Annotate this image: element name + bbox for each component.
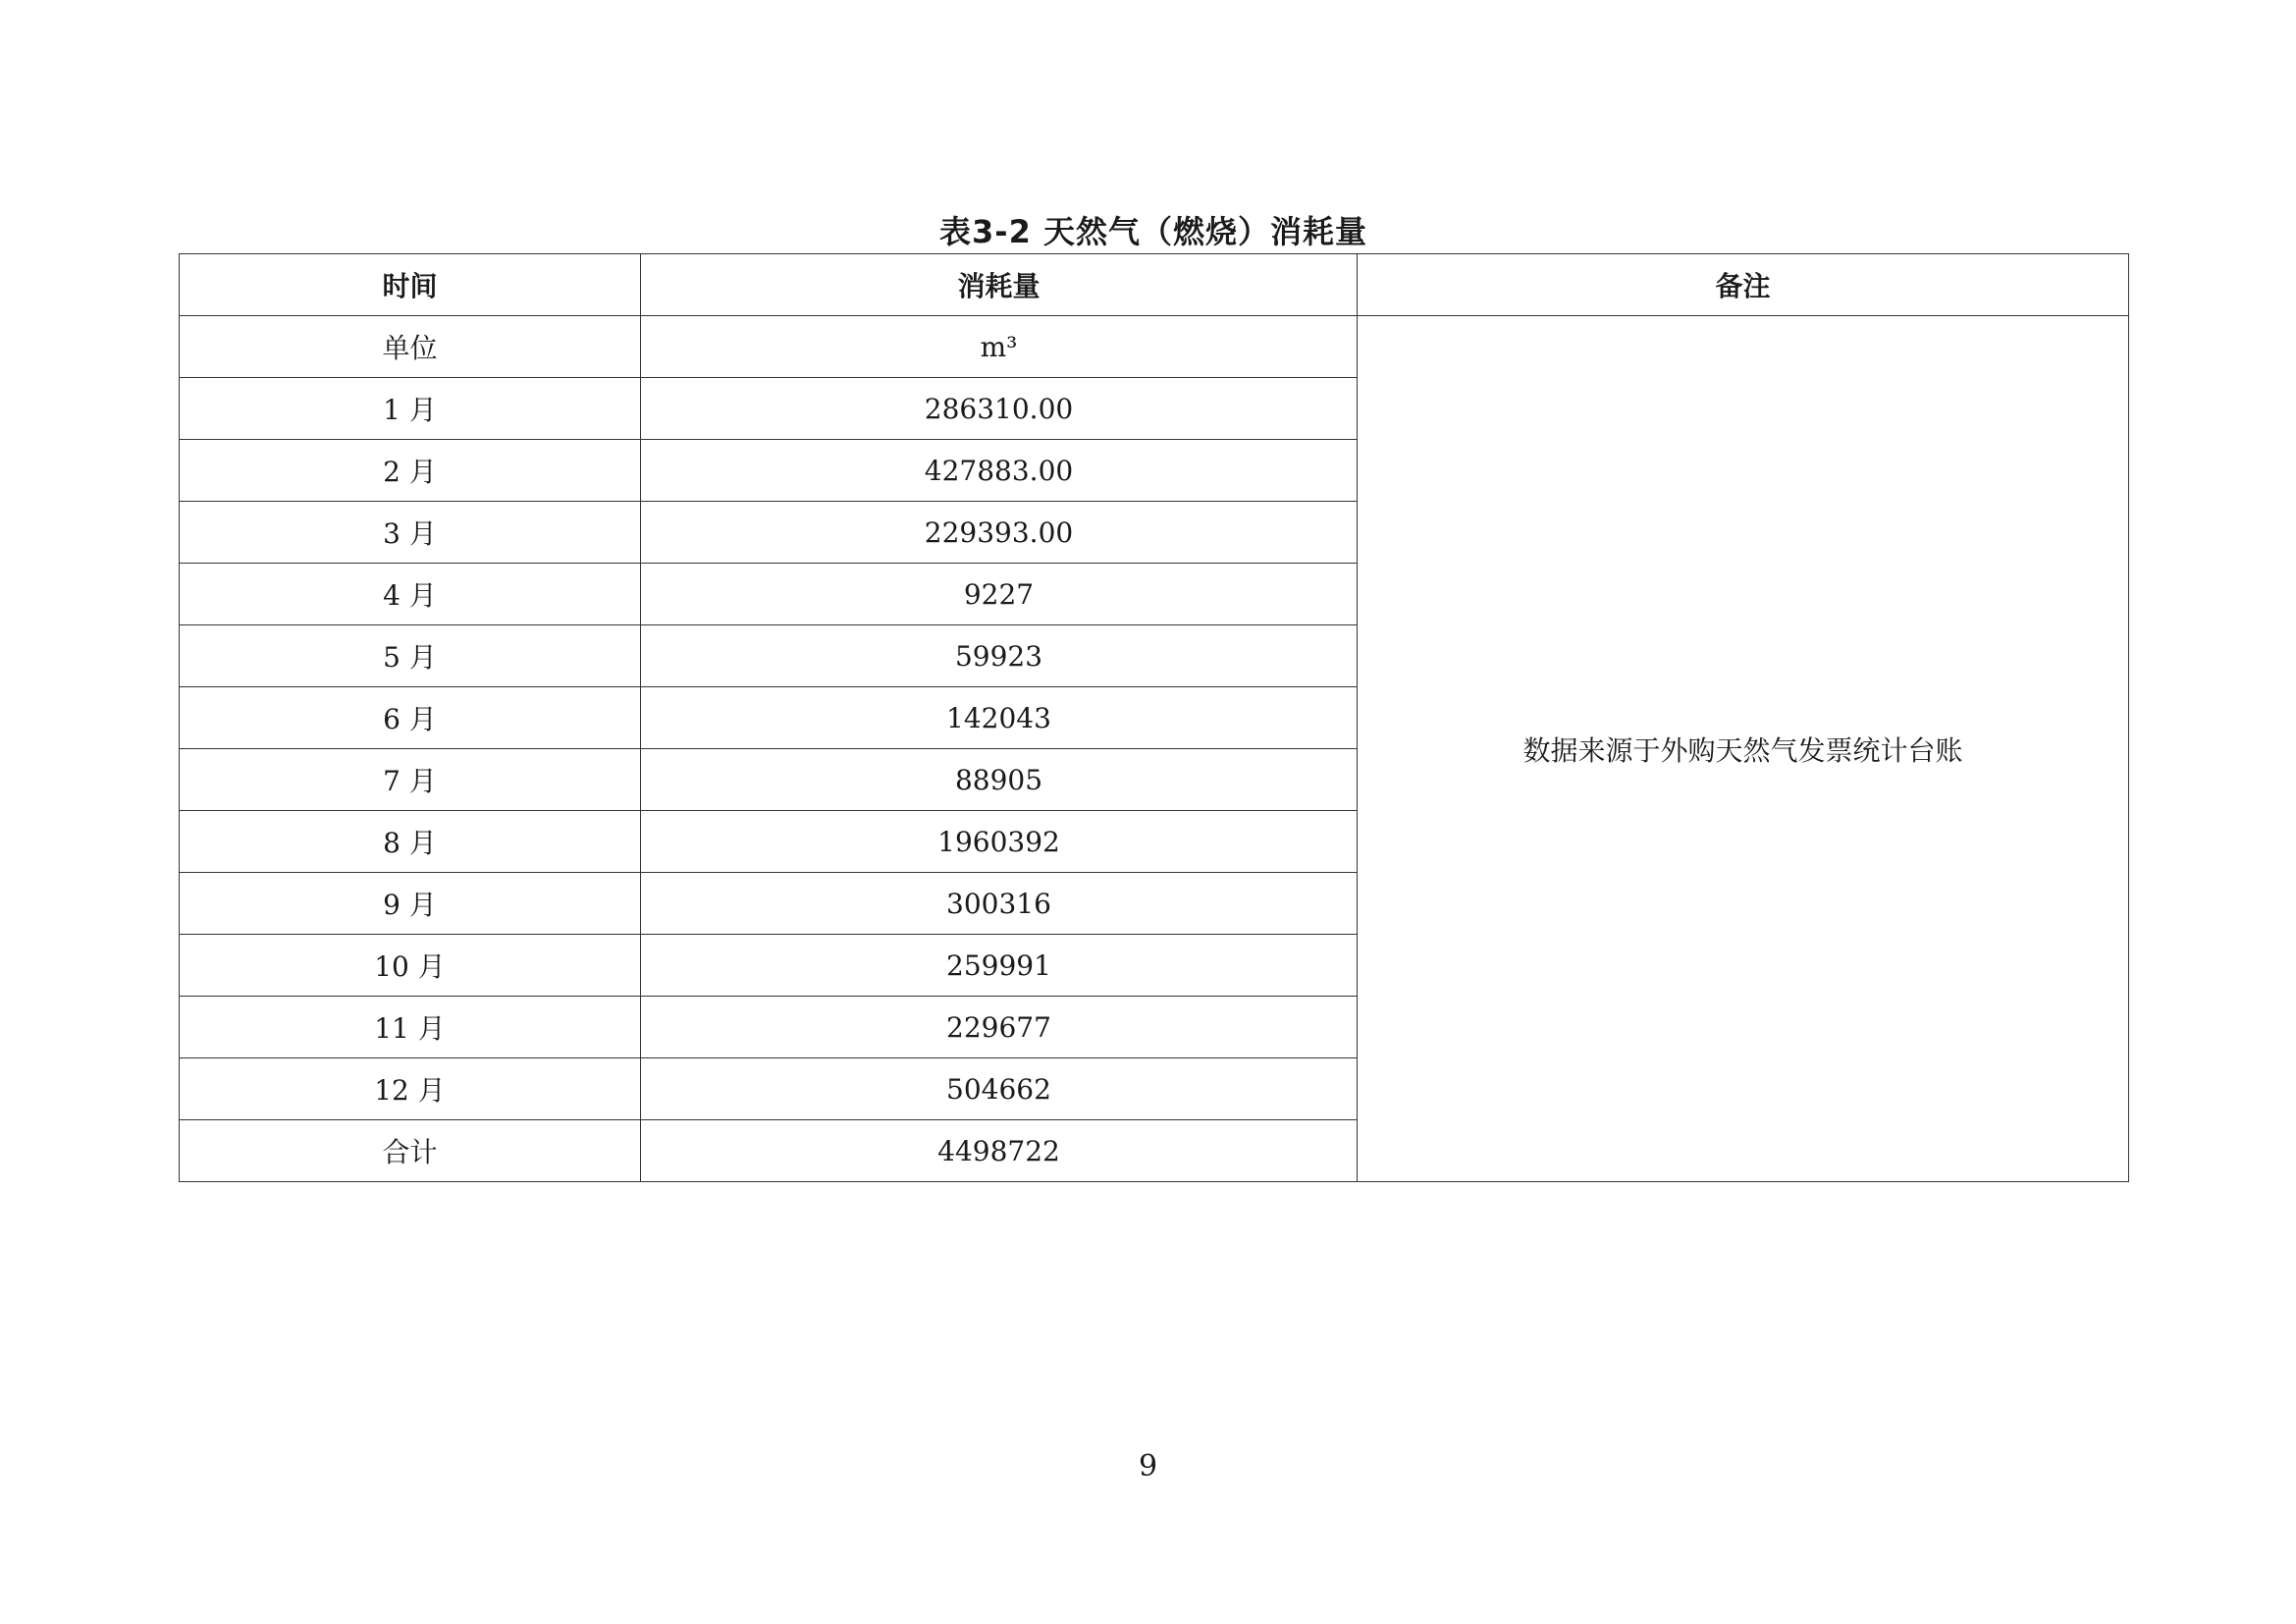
value-cell: 286310.00 <box>641 378 1358 440</box>
period-cell: 11 月 <box>180 997 641 1058</box>
value-cell: 229677 <box>641 997 1358 1058</box>
header-remark: 备注 <box>1358 254 2129 316</box>
period-cell: 3 月 <box>180 502 641 564</box>
period-cell: 8 月 <box>180 811 641 873</box>
value-cell: 1960392 <box>641 811 1358 873</box>
period-cell: 7 月 <box>180 749 641 811</box>
period-cell: 4 月 <box>180 564 641 625</box>
table-row <box>180 316 2129 378</box>
period-cell: 6 月 <box>180 687 641 749</box>
period-cell: 单位 <box>180 316 641 378</box>
period-cell: 10 月 <box>180 935 641 997</box>
period-cell: 2 月 <box>180 440 641 502</box>
value-cell: 88905 <box>641 749 1358 811</box>
value-cell: 229393.00 <box>641 502 1358 564</box>
value-cell: 259991 <box>641 935 1358 997</box>
table-header-row <box>180 254 2129 316</box>
period-cell: 1 月 <box>180 378 641 440</box>
value-cell: 142043 <box>641 687 1358 749</box>
remark-cell: 数据来源于外购天然气发票统计台账 <box>1358 316 2129 1182</box>
table-caption: 表3-2 天然气（燃烧）消耗量 <box>939 213 1367 250</box>
value-cell: 300316 <box>641 873 1358 935</box>
value-cell: 9227 <box>641 564 1358 625</box>
value-cell: 4498722 <box>641 1120 1358 1182</box>
period-cell: 9 月 <box>180 873 641 935</box>
value-cell: m³ <box>641 316 1358 378</box>
value-cell: 59923 <box>641 625 1358 687</box>
gas-consumption-table <box>179 253 2129 1182</box>
value-cell: 504662 <box>641 1058 1358 1120</box>
value-cell: 427883.00 <box>641 440 1358 502</box>
header-consumption: 消耗量 <box>641 254 1358 316</box>
period-cell: 12 月 <box>180 1058 641 1120</box>
page-number: 9 <box>1138 1449 1158 1484</box>
header-time: 时间 <box>180 254 641 316</box>
period-cell: 5 月 <box>180 625 641 687</box>
period-cell: 合计 <box>180 1120 641 1182</box>
